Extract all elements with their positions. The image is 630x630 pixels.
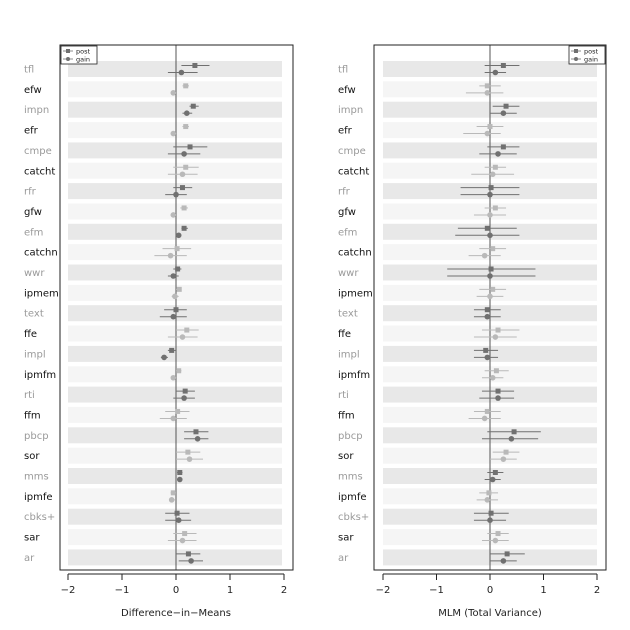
point-gain [509,436,515,442]
category-label: ar [338,552,349,564]
category-label: sar [24,532,40,544]
row-band [68,163,282,179]
row-band [68,326,282,342]
x-axis-title: Difference−in−Means [121,608,231,619]
point-gain [485,90,491,96]
point-post [489,267,494,272]
x-tick-label: −1 [429,585,444,596]
point-post [501,144,506,149]
category-label: ffe [24,329,38,341]
point-post [177,470,182,475]
category-label: cbks+ [24,512,56,524]
legend-marker-gain [574,57,578,61]
point-gain [176,233,182,239]
row-band [68,142,282,158]
category-label: impn [338,105,364,117]
category-label: impn [24,105,50,117]
x-tick-label: 1 [540,585,547,596]
point-gain [195,436,201,442]
point-post [176,368,181,373]
category-label: sor [24,451,40,463]
point-post [493,165,498,170]
category-label: gfw [338,206,356,218]
point-post [504,104,509,109]
x-tick-label: 0 [172,585,180,596]
category-label: rti [338,390,349,402]
point-post [490,246,495,251]
x-tick-label: −1 [114,585,130,596]
category-label: pbcp [24,430,49,442]
point-gain [188,558,194,564]
point-gain [169,497,175,503]
point-post [485,409,490,414]
point-gain [177,477,183,483]
point-post [180,185,185,190]
category-label: ar [24,552,35,564]
legend-marker-gain [66,57,70,61]
point-gain [180,334,186,340]
row-band [68,448,282,464]
point-post [191,104,196,109]
row-band [68,427,282,443]
point-gain [171,375,177,381]
point-post [182,205,187,210]
point-post [485,83,490,88]
point-gain [176,517,182,523]
category-label: efr [24,125,38,137]
point-gain [187,456,193,462]
point-gain [171,131,177,137]
point-post [490,287,495,292]
category-label: text [338,308,358,320]
point-gain [181,395,187,401]
category-label: sor [338,451,354,463]
category-label: rti [24,390,35,402]
point-gain [171,416,177,422]
panel-mlm-total-variance [338,45,606,619]
point-post [192,63,197,68]
x-tick-label: 2 [280,585,288,596]
point-post [486,490,491,495]
category-label: efm [24,227,44,239]
x-tick-label: −2 [375,585,391,596]
point-post [493,205,498,210]
point-gain [485,497,491,503]
category-label: catchn [24,247,58,259]
point-gain [171,314,177,320]
point-gain [495,395,501,401]
point-post [193,429,198,434]
category-label: ipmfm [338,369,371,381]
category-label: ipmfe [24,491,53,503]
row-band [68,468,282,484]
category-label: ffm [338,410,355,422]
point-post [183,165,188,170]
point-post [501,63,506,68]
point-gain [171,90,177,96]
category-label: efm [338,227,358,239]
legend-label-gain: gain [76,55,91,64]
category-label: mms [338,471,363,483]
point-gain [487,212,493,218]
point-gain [490,477,496,483]
point-gain [168,253,174,259]
point-post [483,348,488,353]
category-label: ipmem [338,288,373,300]
category-label: pbcp [338,430,363,442]
point-post [186,551,191,556]
point-gain [181,151,187,157]
point-gain [490,171,496,177]
legend-label-post: post [584,47,599,56]
category-label: wwr [338,268,359,279]
category-label: efw [338,84,356,96]
point-gain [161,355,167,361]
point-gain [180,171,186,177]
row-band [68,387,282,403]
point-post [185,450,190,455]
point-gain [482,416,488,422]
point-gain [184,110,190,116]
row-band [68,61,282,77]
point-gain [180,538,186,544]
point-post [485,307,490,312]
point-gain [173,192,179,198]
x-axis-title: MLM (Total Variance) [438,608,542,619]
point-post [489,511,494,516]
category-label: mms [24,471,49,483]
point-post [182,226,187,231]
category-label: rfr [338,186,350,198]
row-band [68,102,282,118]
point-post [175,267,180,272]
point-post [171,490,176,495]
point-post [494,368,499,373]
point-post [496,389,501,394]
row-band [68,346,282,362]
point-gain [179,70,185,76]
point-gain [487,294,493,300]
point-gain [487,192,493,198]
category-label: cmpe [338,145,366,157]
category-label: catcht [338,166,370,178]
point-gain [171,212,177,218]
point-post [488,124,493,129]
point-gain [487,233,493,239]
category-label: rfr [24,186,36,198]
point-post [182,531,187,536]
category-label: wwr [24,268,45,279]
category-label: efr [338,125,352,137]
row-band [68,549,282,565]
legend-marker-post [574,49,578,53]
category-label: ipmem [24,288,59,300]
point-gain [501,456,507,462]
category-label: text [24,308,44,320]
point-gain [171,273,177,279]
point-post [496,531,501,536]
category-label: cbks+ [338,512,370,524]
point-gain [501,558,507,564]
category-label: cmpe [24,145,52,157]
point-post [175,511,180,516]
point-gain [493,70,499,76]
row-band [68,529,282,545]
x-tick-label: −2 [60,585,76,596]
point-post [512,429,517,434]
point-gain [487,273,493,279]
point-post [175,409,180,414]
legend-label-post: post [76,47,91,56]
legend-marker-post [66,49,70,53]
point-gain [495,151,501,157]
point-post [184,328,189,333]
category-label: catcht [24,166,56,178]
category-label: tfl [338,64,349,76]
point-gain [482,253,488,259]
point-post [188,144,193,149]
point-gain [485,314,491,320]
point-gain [490,375,496,381]
category-label: gfw [24,206,42,218]
point-post [175,246,180,251]
point-post [493,470,498,475]
x-tick-label: 0 [486,585,494,596]
point-post [177,287,182,292]
point-post [489,185,494,190]
point-post [174,307,179,312]
point-gain [485,131,491,137]
category-label: ffm [24,410,41,422]
point-post [183,389,188,394]
point-gain [501,110,507,116]
row-band [68,224,282,240]
point-gain [172,294,178,300]
point-gain [487,517,493,523]
category-label: efw [24,84,42,96]
point-post [169,348,174,353]
point-post [505,551,510,556]
category-label: sar [338,532,354,544]
category-label: impl [24,349,46,361]
category-label: impl [338,349,360,361]
point-post [183,124,188,129]
category-label: ipmfm [24,369,57,381]
point-post [496,328,501,333]
point-gain [485,355,491,361]
category-label: ipmfe [338,491,367,503]
category-label: tfl [24,64,35,76]
point-post [485,226,490,231]
point-gain [493,538,499,544]
category-label: ffe [338,329,352,341]
point-gain [493,334,499,340]
x-tick-label: 1 [226,585,234,596]
point-post [504,450,509,455]
panel-difference-in-means [24,45,293,619]
category-label: catchn [338,247,372,259]
x-tick-label: 2 [593,585,601,596]
legend-label-gain: gain [584,55,599,64]
point-post [183,83,188,88]
